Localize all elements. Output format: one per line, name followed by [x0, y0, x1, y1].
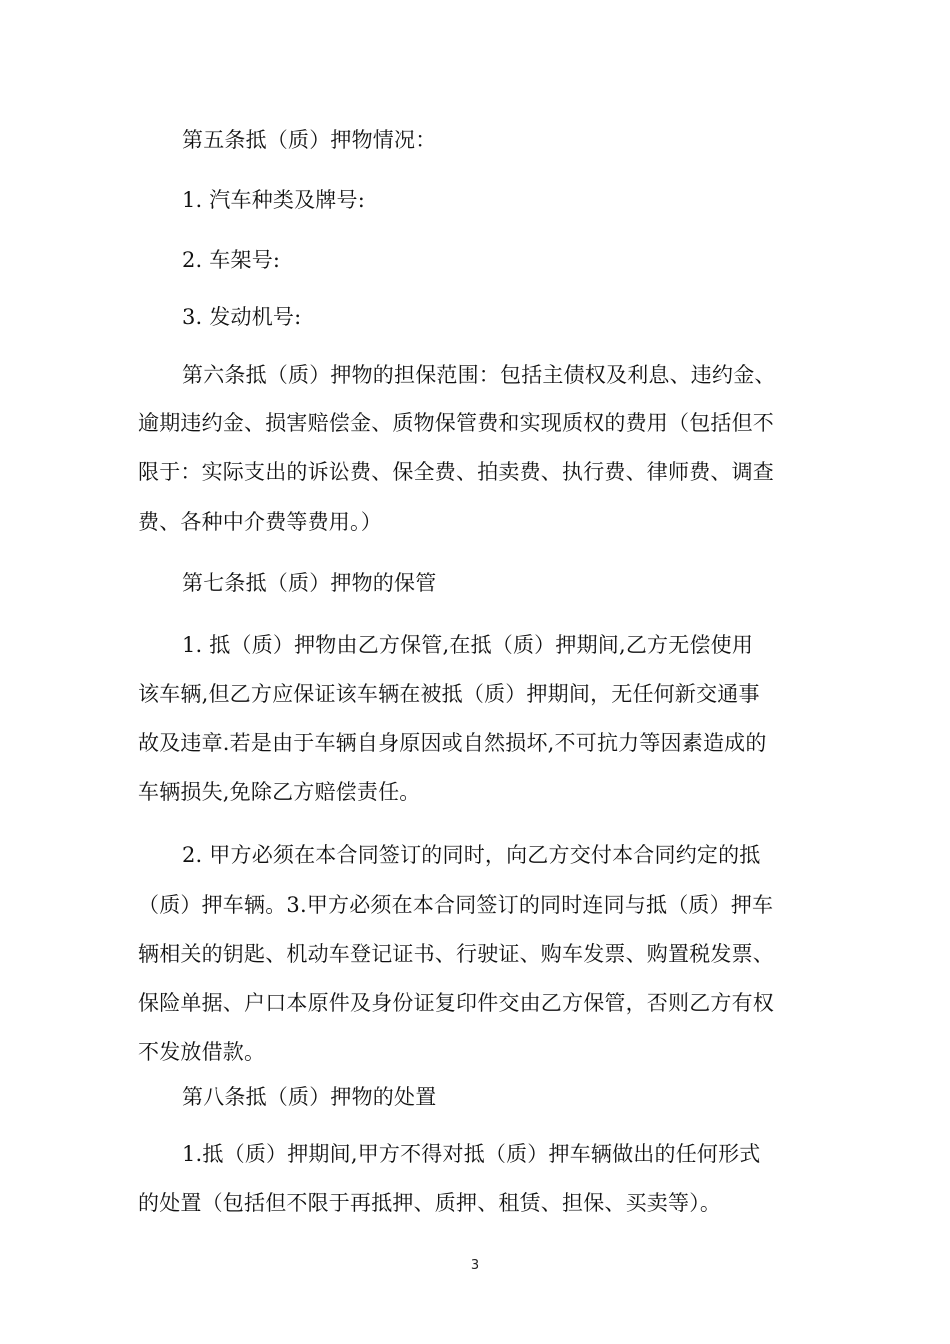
article-6-line-2: 逾期违约金、损害赔偿金、质物保管费和实现质权的费用（包括但不 — [138, 411, 774, 435]
article-7-item-1-line-2: 该车辆,但乙方应保证该车辆在被抵（质）押期间，无任何新交通事 — [138, 682, 760, 706]
article-6-line-4: 费、各种中介费等费用。） — [138, 510, 382, 534]
article-8-item-1-line-1: 1.抵（质）押期间,甲方不得对抵（质）押车辆做出的任何形式 — [182, 1142, 761, 1166]
page-number: 3 — [470, 1258, 480, 1273]
article-8-item-1-line-2: 的处置（包括但不限于再抵押、质押、租赁、担保、买卖等）。 — [138, 1191, 722, 1215]
article-7-item-2-line-3: 辆相关的钥匙、机动车登记证书、行驶证、购车发票、购置税发票、 — [138, 942, 774, 966]
article-7-item-1-line-1: 1. 抵（质）押物由乙方保管,在抵（质）押期间,乙方无偿使用 — [182, 633, 754, 657]
article-7-item-2-line-1: 2. 甲方必须在本合同签订的同时，向乙方交付本合同约定的抵 — [182, 843, 761, 867]
article-5-item-2: 2. 车架号: — [182, 248, 281, 272]
article-7-item-1-line-4: 车辆损失,免除乙方赔偿责任。 — [138, 780, 421, 804]
article-5-item-3: 3. 发动机号: — [182, 305, 302, 329]
article-7-heading: 第七条抵（质）押物的保管 — [182, 571, 437, 595]
article-8-heading: 第八条抵（质）押物的处置 — [182, 1085, 437, 1109]
article-6-line-1: 第六条抵（质）押物的担保范围：包括主债权及利息、违约金、 — [182, 363, 776, 387]
article-7-item-2-line-4: 保险单据、户口本原件及身份证复印件交由乙方保管，否则乙方有权 — [138, 991, 774, 1015]
article-5-heading: 第五条抵（质）押物情况： — [182, 128, 437, 152]
article-7-item-1-line-3: 故及违章.若是由于车辆自身原因或自然损坏,不可抗力等因素造成的 — [138, 731, 767, 755]
article-7-item-2-line-2: （质）押车辆。3.甲方必须在本合同签订的同时连同与抵（质）押车 — [138, 893, 774, 917]
article-6-line-3: 限于：实际支出的诉讼费、保全费、拍卖费、执行费、律师费、调查 — [138, 460, 774, 484]
article-5-item-1: 1. 汽车种类及牌号: — [182, 188, 365, 212]
article-7-item-2-line-5: 不发放借款。 — [138, 1040, 266, 1064]
